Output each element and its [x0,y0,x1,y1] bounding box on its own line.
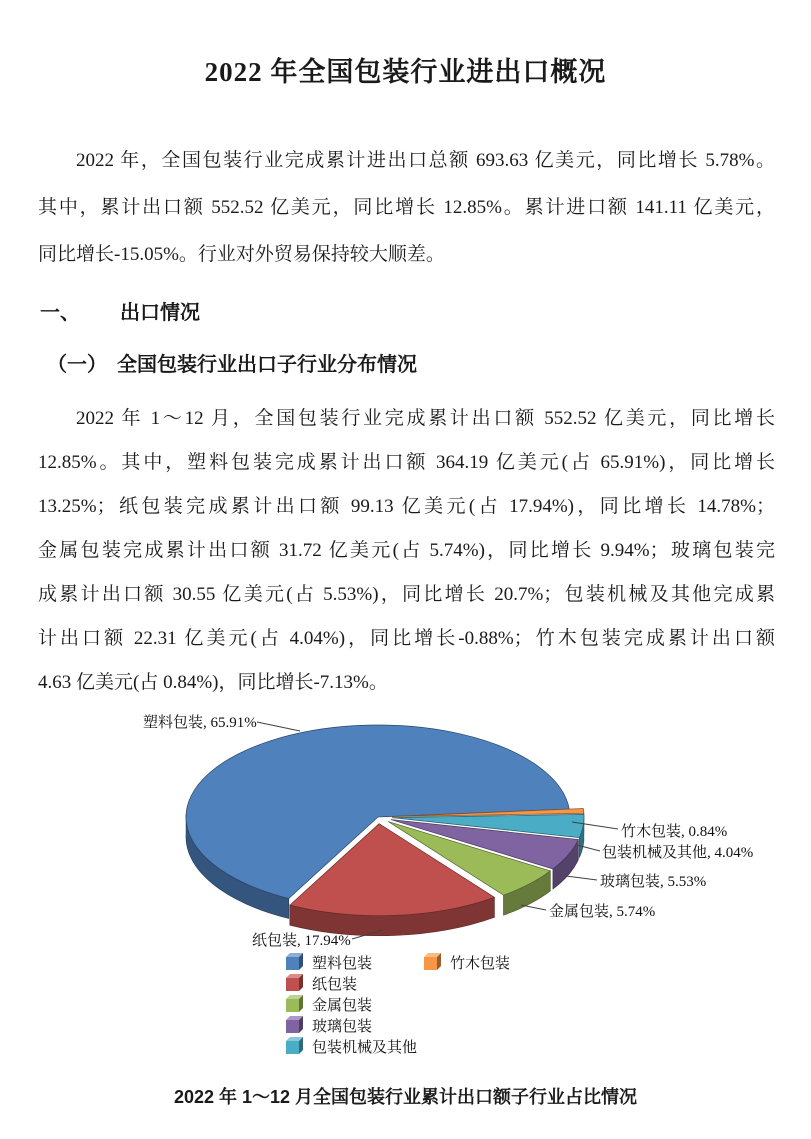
detail-paragraph [38,397,775,705]
pie-callout-1: 纸包装, 17.94% [252,933,351,949]
legend-marker-cube-icon [286,978,299,991]
paragraph-line: 计出口额 22.31 亿美元(占 4.04%)，同比增长-0.88%；竹木包装完成累计出口额 [38,628,775,649]
pie-chart [0,695,811,975]
pie-callout-3: 玻璃包装, 5.53% [600,874,707,890]
chart-legend-column-2 [424,952,510,973]
paragraph-line: 13.25%；纸包装完成累计出口额 99.13 亿美元(占 17.94%)，同比增长 14.78%； [38,496,775,517]
pie-callout-0: 塑料包装, 65.91% [143,715,257,731]
pie-leader-line [566,876,597,880]
pie-leader-line [521,905,546,910]
paragraph-line: 12.85%。其中，塑料包装完成累计出口额 364.19 亿美元(占 65.91%)，同比增长 [38,452,775,473]
legend-marker-face [286,1020,299,1033]
legend-marker-cube-icon [286,1020,299,1033]
legend-marker-face [286,1041,299,1054]
pie-callout-2: 金属包装, 5.74% [549,904,656,920]
legend-marker-face [299,953,303,970]
legend-item [286,952,417,973]
paragraph-line: 2022 年，全国包装行业完成累计进出口总额 693.63 亿美元，同比增长 5.78%。 [76,150,775,171]
section-label: 出口情况 [120,302,200,324]
legend-label: 竹木包装 [450,956,511,972]
legend-item [286,1036,417,1057]
legend-marker-cube-icon [286,999,299,1012]
subsection-number: （一） [47,354,107,376]
legend-label: 包装机械及其他 [312,1040,418,1056]
legend-marker-face [286,957,299,970]
chart-legend-column-1 [286,952,417,1057]
legend-marker-cube-icon [424,957,437,970]
legend-marker-face [286,978,299,991]
pie-callout-4: 包装机械及其他, 4.04% [602,845,754,861]
legend-item [424,952,510,973]
section-heading-export [40,296,200,325]
paragraph-line: 其中，累计出口额 552.52 亿美元，同比增长 12.85%。累计进口额 141.11 亿美元， [38,197,775,218]
pie-callout-5: 竹木包装, 0.84% [621,824,728,840]
legend-label: 塑料包装 [312,956,373,972]
section-number: 一、 [40,302,80,324]
paragraph-line: 4.63 亿美元(占 0.84%)，同比增长-7.13%。 [38,672,388,693]
legend-marker-face [424,957,437,970]
page-title: 2022 年全国包装行业进出口概况 [204,57,607,87]
pie-leader-line [257,722,300,731]
legend-marker-cube-icon [286,1041,299,1054]
legend-item [286,973,417,994]
legend-label: 玻璃包装 [312,1019,373,1035]
legend-marker-face [299,1037,303,1054]
legend-marker-face [299,974,303,991]
legend-item [286,994,417,1015]
legend-marker-face [299,1016,303,1033]
subsection-heading-distribution [47,348,417,377]
legend-marker-face [437,953,441,970]
legend-marker-face [299,995,303,1012]
paragraph-line: 同比增长-15.05%。行业对外贸易保持较大顺差。 [38,244,445,265]
legend-item [286,1015,417,1036]
legend-marker-cube-icon [286,957,299,970]
legend-label: 纸包装 [312,977,358,993]
legend-marker-face [286,999,299,1012]
legend-label: 金属包装 [312,998,373,1014]
paragraph-line: 金属包装完成累计出口额 31.72 亿美元(占 5.74%)，同比增长 9.94%；玻璃包装完 [38,540,775,561]
subsection-label: 全国包装行业出口子行业分布情况 [117,354,417,376]
chart-caption: 2022 年 1～12 月全国包装行业累计出口额子行业占比情况 [173,1087,638,1107]
paragraph-line: 2022 年 1～12 月，全国包装行业完成累计出口额 552.52 亿美元，同比增长 [76,408,775,429]
intro-paragraph [38,137,775,278]
paragraph-line: 成累计出口额 30.55 亿美元(占 5.53%)，同比增长 20.7%；包装机械及其他完成累 [38,584,775,605]
